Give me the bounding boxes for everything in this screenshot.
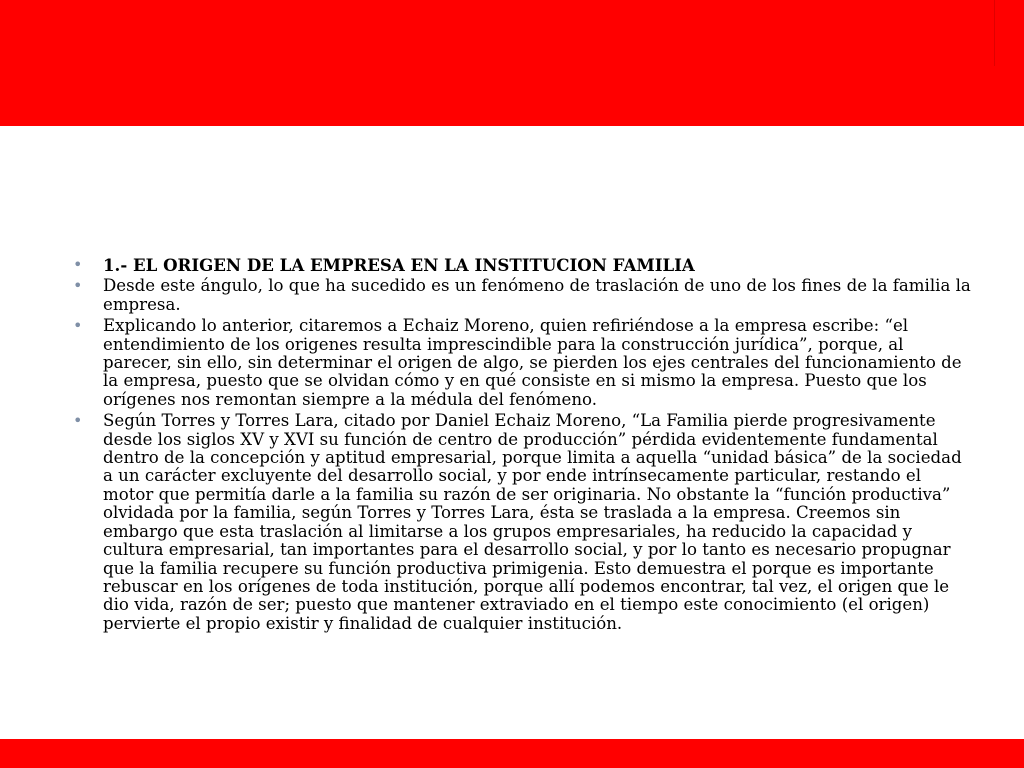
bullet-text: Explicando lo anterior, citaremos a Echaiz Moreno, quien refiriéndose a la empresa escribe: “el entendimiento de los origenes resulta imprescindible para la construcción jurídica”, porque, al parecer, sin ello, sin determinar el origen de algo, se pierden los ejes centrales del funcionamiento de la empresa, puesto que se olvidan cómo y en qué consiste en si mismo la empresa. Puesto que los orígenes nos remontan siempre a la médula del fenómeno. [103,316,962,409]
top-band-edge-line [994,0,995,66]
bullet-dot-icon: • [73,255,83,274]
bullet-heading-text: 1.- EL ORIGEN DE LA EMPRESA EN LA INSTITUCION FAMILIA [103,255,695,275]
bullet-item-heading [73,256,973,274]
bullet-item [73,412,973,633]
bullet-dot-icon: • [73,411,83,431]
bullet-dot-icon: • [73,276,83,296]
bottom-red-band [0,739,1024,768]
bullet-text: Según Torres y Torres Lara, citado por Daniel Echaiz Moreno, “La Familia pierde progresivamente desde los siglos XV y XVI su función de centro de producción” pérdida evidentemente fundamental dentro de la concepción y aptitud empresarial, porque limita a aquella “unidad básica” de la sociedad a un carácter excluyente del desarrollo social, y por ende intrínsecamente particular, restando el motor que permitía darle a la familia su razón de ser originaria. No obstante la “función productiva” olvidada por la familia, según Torres y Torres Lara, ésta se traslada a la empresa. Creemos sin embargo que esta traslación al limitarse a los grupos empresariales, ha reducido la capacidad y cultura empresarial, tan importantes para el desarrollo social, y por lo tanto es necesario propugnar que la familia recupere su función productiva primigenia. Esto demuestra el porque es importante rebuscar en los orígenes de toda institución, porque allí podemos encontrar, tal vez, el origen que le dio vida, razón de ser; puesto que mantener extraviado en el tiempo este conocimiento (el origen) pervierte el propio existir y finalidad de cualquier institución. [103,411,962,633]
bullet-item [73,317,973,409]
bullet-dot-icon: • [73,316,83,336]
bullet-text: Desde este ángulo, lo que ha sucedido es un fenómeno de traslación de uno de los fines de la familia la empresa. [103,276,971,314]
bullet-item [73,277,973,314]
slide-bullet-list [73,256,973,636]
top-red-band [0,0,1024,126]
